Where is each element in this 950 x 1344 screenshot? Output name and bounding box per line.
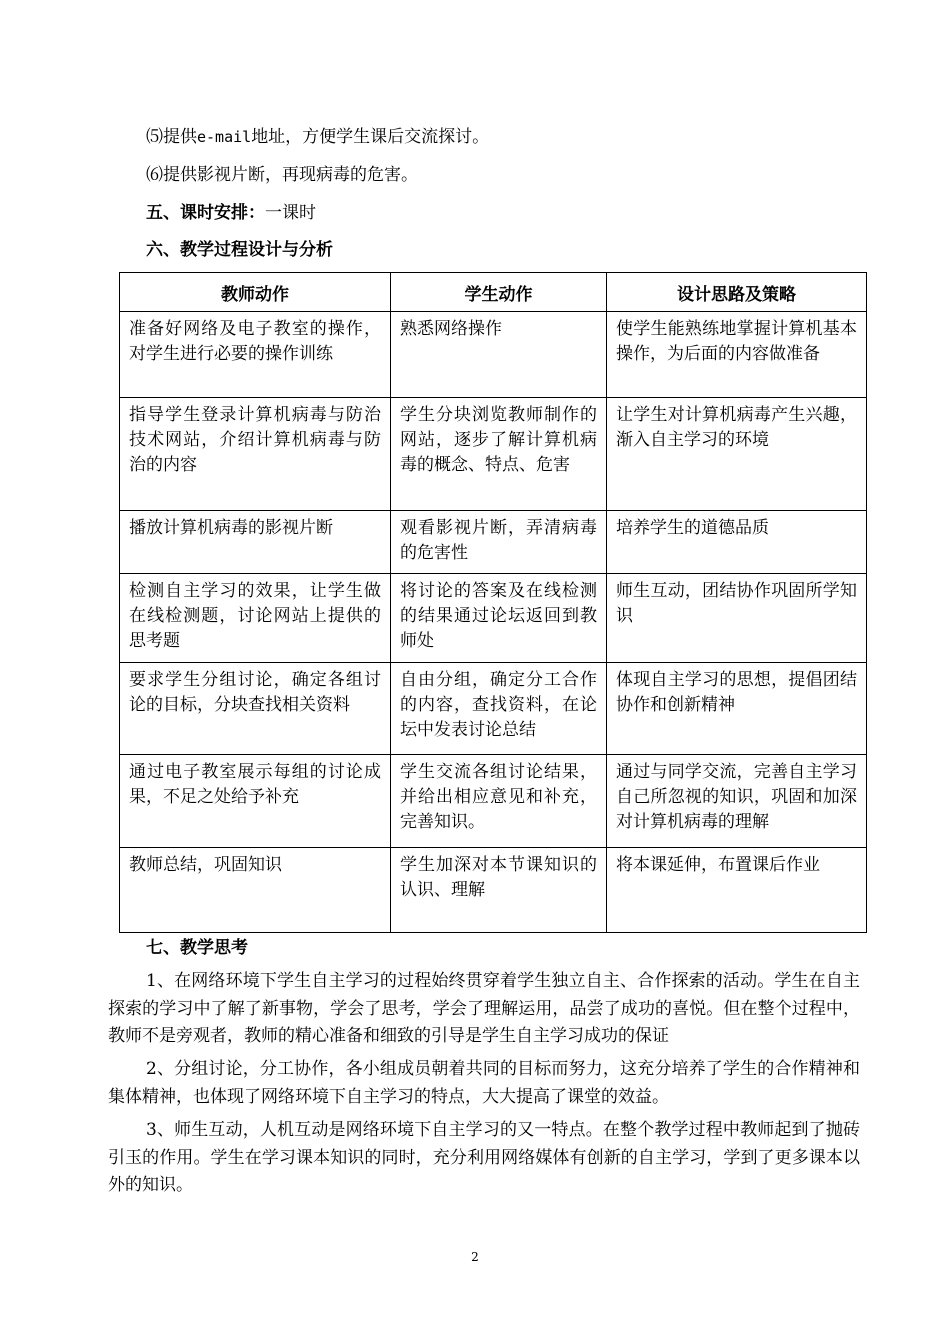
table-row [120,755,867,848]
page-number: 2 [471,1250,479,1264]
table-cell: 学生加深对本节课知识的认识、理解 [391,848,607,933]
list-item-email [146,126,489,148]
table-cell: 播放计算机病毒的影视片断 [120,511,391,574]
table-header-row [120,273,867,312]
teaching-process-table [119,272,867,933]
table-row [120,848,867,933]
section-schedule [146,202,316,224]
table-cell: 培养学生的道德品质 [607,511,867,574]
reflection-paragraph: 2、分组讨论，分工协作，各小组成员朝着共同的目标而努力，这充分培养了学生的合作精神和集体精神，也体现了网络环境下自主学习的特点，大大提高了课堂的效益。 [108,1059,860,1107]
table-cell: 自由分组，确定分工合作的内容，查找资料，在论坛中发表讨论总结 [391,663,607,755]
table-row [120,398,867,511]
table-cell: 使学生能熟练地掌握计算机基本操作，为后面的内容做准备 [607,312,867,398]
table-row [120,574,867,663]
table-cell: 将讨论的答案及在线检测的结果通过论坛返回到教师处 [391,574,607,663]
table-cell: 学生分块浏览教师制作的网站，逐步了解计算机病毒的概念、特点、危害 [391,398,607,511]
table-cell: 通过电子教室展示每组的讨论成果，不足之处给予补充 [120,755,391,848]
section-value: 一课时 [265,203,316,223]
table-cell: 学生交流各组讨论结果，并给出相应意见和补充，完善知识。 [391,755,607,848]
table-cell: 教师总结，巩固知识 [120,848,391,933]
reflection-paragraph: 3、师生互动，人机互动是网络环境下自主学习的又一特点。在整个教学过程中教师起到了抛砖引玉的作用。学生在学习课本知识的同时，充分利用网络媒体有创新的自主学习，学到了更多课本以外的知识。 [108,1120,860,1195]
table-cell: 让学生对计算机病毒产生兴趣，渐入自主学习的环境 [607,398,867,511]
table-cell: 观看影视片断，弄清病毒的危害性 [391,511,607,574]
section-heading: 七、教学思考 [146,938,248,958]
section-heading: 六、教学过程设计与分析 [146,240,333,260]
column-header: 教师动作 [120,273,391,312]
table-cell: 检测自主学习的效果，让学生做在线检测题，讨论网站上提供的思考题 [120,574,391,663]
table-cell: 准备好网络及电子教室的操作，对学生进行必要的操作训练 [120,312,391,398]
table-cell: 指导学生登录计算机病毒与防治技术网站，介绍计算机病毒与防治的内容 [120,398,391,511]
reflection-paragraph: 1、在网络环境下学生自主学习的过程始终贯穿着学生独立自主、合作探索的活动。学生在自主探索的学习中了解了新事物，学会了思考，学会了理解运用，品尝了成功的喜悦。但在整个过程中，教师不是旁观者，教师的精心准备和细致的引导是学生自主学习成功的保证 [108,971,860,1046]
section-heading: 五、课时安排： [146,203,265,223]
table-cell: 将本课延伸，布置课后作业 [607,848,867,933]
column-header: 学生动作 [391,273,607,312]
table-cell: 师生互动，团结协作巩固所学知识 [607,574,867,663]
table-cell: 要求学生分组讨论，确定各组讨论的目标，分块查找相关资料 [120,663,391,755]
table-cell: 通过与同学交流，完善自主学习自己所忽视的知识，巩固和加深对计算机病毒的理解 [607,755,867,848]
table-row [120,312,867,398]
email-code-text: e-mail [197,128,252,146]
list-item-video: ⑹提供影视片断，再现病毒的危害。 [146,165,418,185]
list-item-suffix: 地址，方便学生课后交流探讨。 [251,127,490,147]
list-item-prefix: ⑸提供 [146,127,197,147]
table-cell: 体现自主学习的思想，提倡团结协作和创新精神 [607,663,867,755]
table-row [120,663,867,755]
table-row [120,511,867,574]
table-cell: 熟悉网络操作 [391,312,607,398]
column-header: 设计思路及策略 [607,273,867,312]
